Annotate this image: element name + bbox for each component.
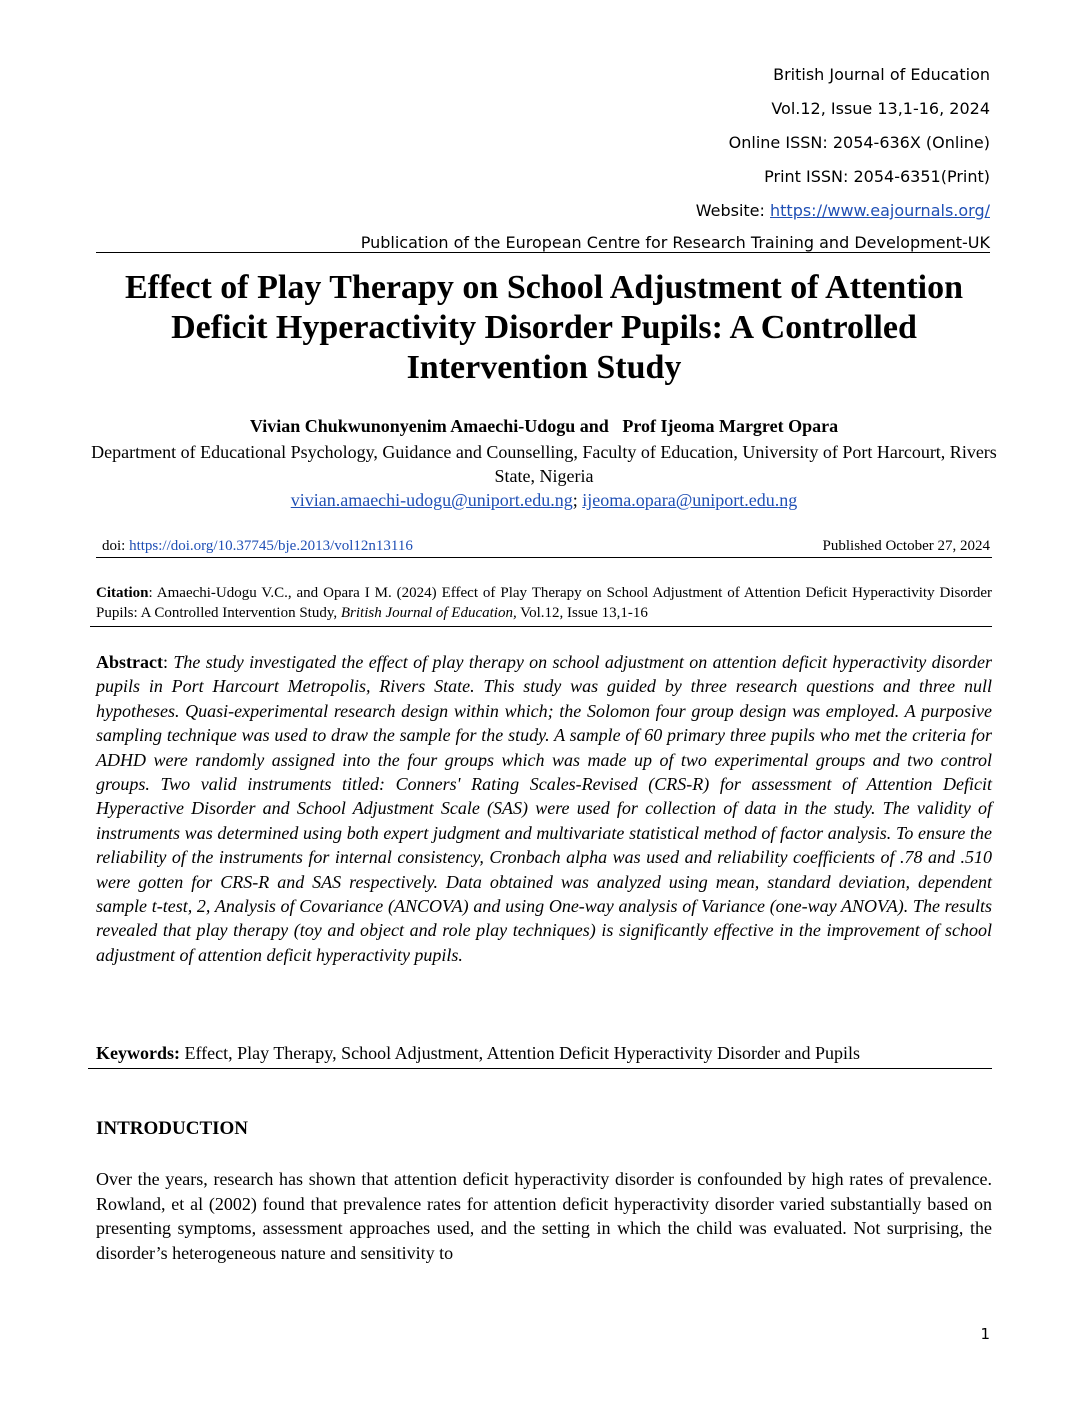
print-issn: Print ISSN: 2054-6351(Print) [764,167,990,186]
doi-divider [96,557,992,558]
journal-header [696,58,990,228]
citation [96,583,992,623]
doi-label: doi: [102,538,130,554]
page-number: 1 [980,1325,990,1343]
citation-divider [90,626,992,627]
doi-link[interactable]: https://doi.org/10.37745/bje.2013/vol12n13116 [129,538,413,554]
citation-text: : Amaechi-Udogu V.C., and Opara I M. (2024) Effect of Play Therapy on School Adjustment of Attention Deficit Hyperactivity Disorder Pupils: A Controlled Intervention Study, [96,585,992,621]
abstract-label: Abstract [96,652,163,672]
website-link[interactable]: https://www.eajournals.org/ [770,201,990,220]
doi-row [102,538,990,555]
abstract-colon: : [162,652,174,672]
journal-name: British Journal of Education [773,65,990,84]
email-link-1[interactable]: vivian.amaechi-udogu@uniport.edu.ng [290,490,573,510]
keywords [96,1043,992,1064]
citation-journal: British Journal of Education, [340,605,517,621]
paper-title: Effect of Play Therapy on School Adjustment of Attention Deficit Hyperactivity Disorder Pupils: A Controlled Intervention Study [124,269,964,386]
online-issn: Online ISSN: 2054-636X (Online) [728,133,990,152]
section-heading-introduction: INTRODUCTION [96,1118,249,1139]
website-line [696,194,990,228]
introduction-paragraph: Over the years, research has shown that attention deficit hyperactivity disorder is confounded by high rates of prevalence. Rowland, et al (2002) found that prevalence rates for attention deficit hyperactivity disorder varied substantially based on presenting symptoms, assessment approaches used, and the setting in which the child was evaluated. Not surprising, the disorder’s heterogeneous nature and sensitivity to [96,1169,992,1263]
author-list: Vivian Chukwunonyenim Amaechi-Udogu and Prof Ijeoma Margret Opara [249,416,839,436]
abstract-text: The study investigated the effect of play therapy on school adjustment on attention deficit hyperactivity disorder pupils in Port Harcourt Metropolis, Rivers State. This study was guided by three research questions and three null hypotheses. Quasi-experimental research design within which; the Solomon four group design was employed. A purposive sampling technique was used to draw the sample for the study. A sample of 60 primary three pupils who met the criteria for ADHD were randomly assigned into the four groups which was made up of two experimental groups and two control groups. Two valid instruments titled: Conners' Rating Scales-Revised (CRS-R) for assessment of Attention Deficit Hyperactive Disorder and School Adjustment Scale (SAS) were used for collection of data in the study. The validity of instruments was determined using both expert judgment and multivariate statistical method of factor analysis. To ensure the reliability of the instruments for internal consistency, Cronbach alpha was used and reliability coefficients of .78 and .510 were gotten for CRS-R and SAS respectively. Data obtained was analyzed using mean, standard deviation, dependent sample t-test, 2, Analysis of Covariance (ANCOVA) and using One-way analysis of Variance (one-way ANOVA). The results revealed that play therapy (toy and object and role play techniques) is significantly effective in the improvement of school adjustment of attention deficit hyperactivity pupils. [96,652,992,965]
published-date: Published October 27, 2024 [822,538,990,554]
header-divider [96,252,990,253]
citation-issue: Vol.12, Issue 13,1-16 [516,605,648,621]
citation-label: Citation [96,585,149,601]
website-label: Website: [695,201,770,220]
author-emails [90,490,998,511]
email-separator: ; [572,490,583,510]
email-link-2[interactable]: ijeoma.opara@uniport.edu.ng [582,490,798,510]
journal-volume: Vol.12, Issue 13,1-16, 2024 [771,99,990,118]
publisher-line: Publication of the European Centre for Research Training and Development-UK [360,233,990,252]
keywords-text: Effect, Play Therapy, School Adjustment, Attention Deficit Hyperactivity Disorder and Pupils [180,1043,861,1063]
abstract [96,650,992,967]
affiliation: Department of Educational Psychology, Guidance and Counselling, Faculty of Education, University of Port Harcourt, Rivers State, Nigeria [91,442,997,486]
keywords-label: Keywords: [96,1043,180,1063]
keywords-divider [88,1068,992,1069]
